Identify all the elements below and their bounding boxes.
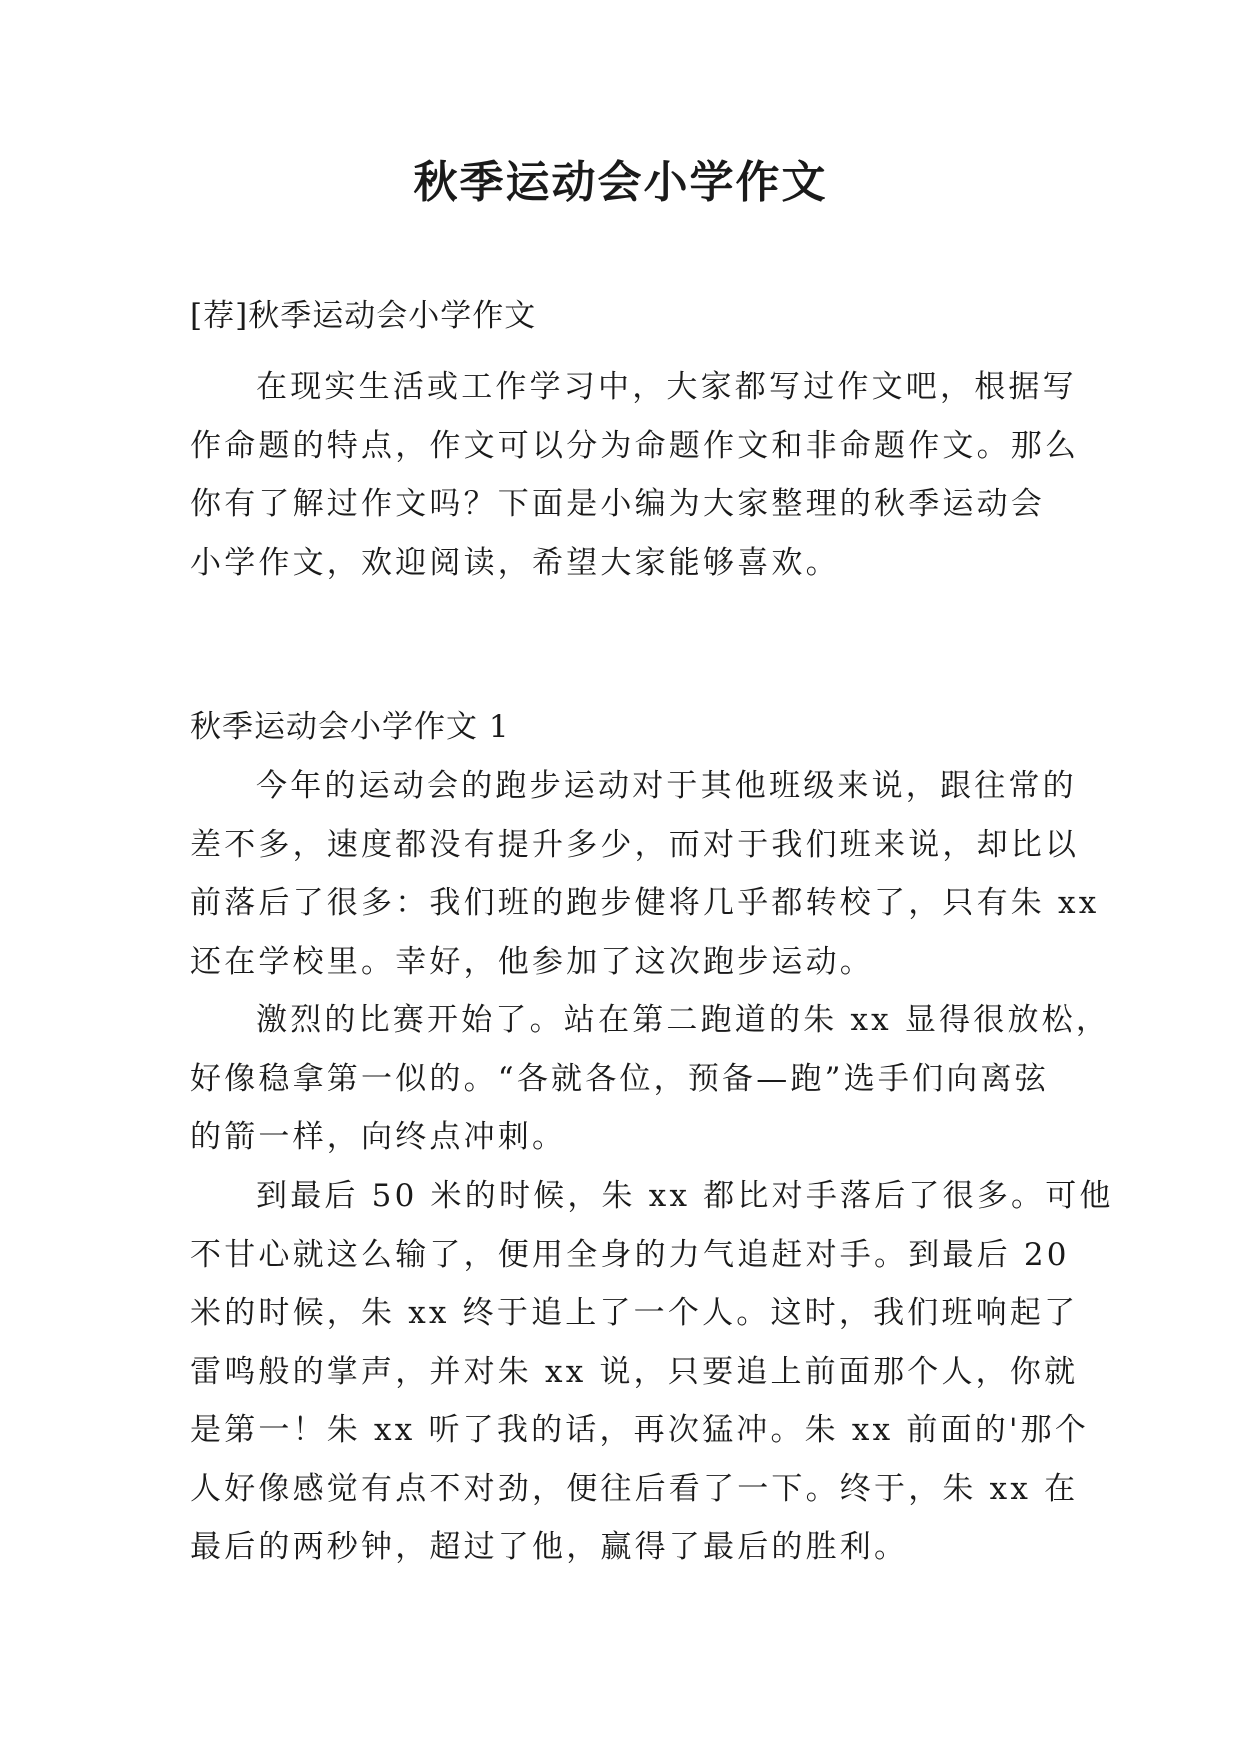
paragraph-2 xyxy=(190,991,1111,1167)
paragraph-line: 的箭一样，向终点冲刺。 xyxy=(190,1119,567,1155)
paragraph-1 xyxy=(190,757,1100,991)
paragraph-line: 米的时候，朱 xx 终于追上了一个人。这时，我们班响起了 xyxy=(190,1295,1079,1331)
document-subtitle: [荐]秋季运动会小学作文 xyxy=(190,298,537,334)
paragraph-3 xyxy=(190,1167,1114,1577)
paragraph-line: 激烈的比赛开始了。站在第二跑道的朱 xx 显得很放松， xyxy=(256,1002,1111,1038)
paragraph-line: 差不多，速度都没有提升多少，而对于我们班来说，却比以 xyxy=(190,826,1080,863)
intro-line: 作命题的特点，作文可以分为命题作文和非命题作文。那么 xyxy=(190,427,1080,464)
paragraph-line: 到最后 50 米的时候，朱 xx 都比对手落后了很多。可他 xyxy=(256,1178,1114,1214)
document-title: 秋季运动会小学作文 xyxy=(413,157,828,208)
paragraph-line: 好像稳拿第一似的。“各就各位，预备—跑”选手们向离弦 xyxy=(190,1060,1049,1097)
intro-line: 你有了解过作文吗？下面是小编为大家整理的秋季运动会 xyxy=(190,486,1045,522)
paragraph-line: 还在学校里。幸好，他参加了这次跑步运动。 xyxy=(190,943,874,980)
paragraph-line: 不甘心就这么输了，便用全身的力气追赶对手。到最后 20 xyxy=(190,1236,1070,1273)
intro-line: 小学作文，欢迎阅读，希望大家能够喜欢。 xyxy=(190,544,840,581)
intro-paragraph xyxy=(190,358,1080,592)
intro-line: 在现实生活或工作学习中，大家都写过作文吧，根据写 xyxy=(256,369,1077,405)
paragraph-line: 今年的运动会的跑步运动对于其他班级来说，跟往常的 xyxy=(256,768,1077,804)
paragraph-line: 是第一！朱 xx 听了我的话，再次猛冲。朱 xx 前面的'那个 xyxy=(190,1412,1090,1448)
paragraph-line: 前落后了很多：我们班的跑步健将几乎都转校了，只有朱 xx xyxy=(190,885,1100,921)
paragraph-line: 雷鸣般的掌声，并对朱 xx 说，只要追上前面那个人，你就 xyxy=(190,1353,1079,1390)
paragraph-line: 最后的两秒钟，超过了他，赢得了最后的胜利。 xyxy=(190,1529,909,1565)
paragraph-line: 人好像感觉有点不对劲，便往后看了一下。终于，朱 xx 在 xyxy=(190,1470,1079,1507)
section-heading: 秋季运动会小学作文 1 xyxy=(190,709,510,745)
